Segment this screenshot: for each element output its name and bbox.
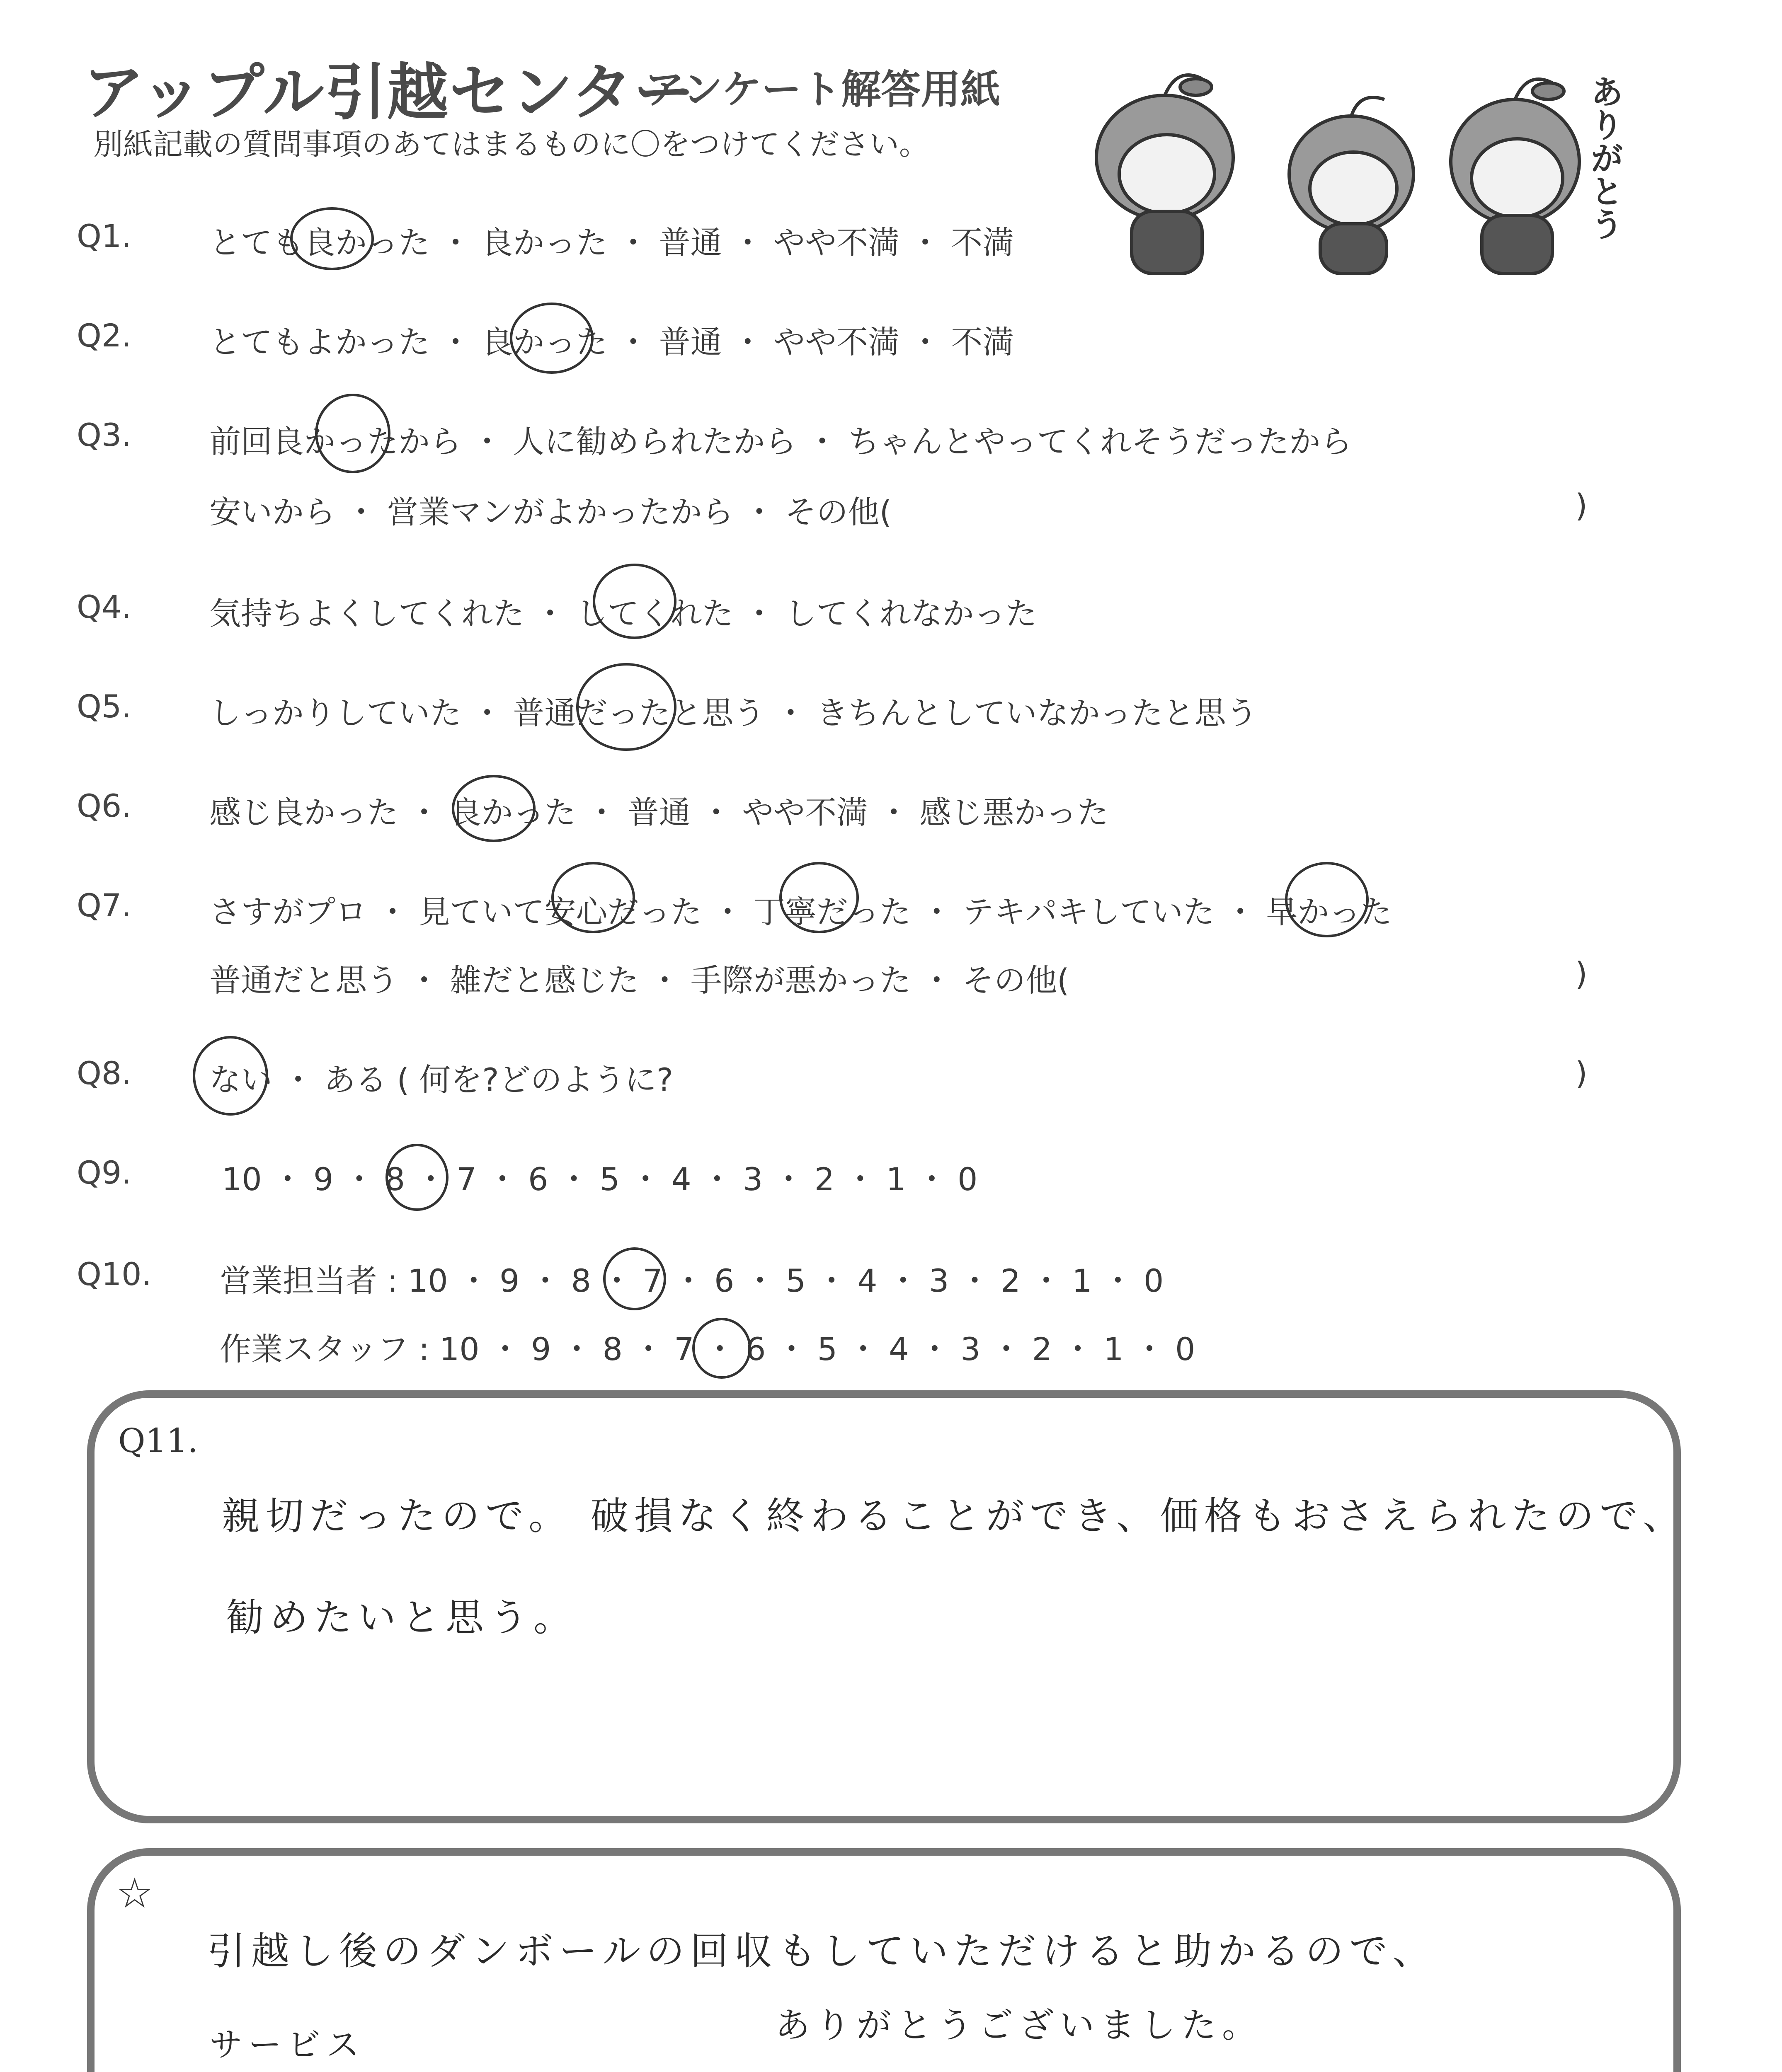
selection-circle: [510, 303, 594, 374]
question-options: 作業スタッフ : 10 ・ 9 ・ 8 ・ 7 ・ 6 ・ 5 ・ 4 ・ 3 ・ 2 ・ 1 ・ 0: [220, 1331, 1195, 1368]
page-title: アップル引越センター: [83, 57, 696, 128]
star-handwriting-line: 引越し後のダンボールの回収もしていただけると助かるので、: [207, 1929, 1437, 1973]
selection-circle: [576, 663, 676, 751]
q11-label: Q11.: [118, 1421, 198, 1460]
star-handwriting-line: ありがとうございました。: [775, 2005, 1263, 2045]
monkey-middle-icon: [1289, 97, 1413, 274]
selection-circle: [603, 1247, 666, 1310]
monkey-left-icon: [1096, 75, 1233, 274]
question-options: とても良かった ・ 良かった ・ 普通 ・ やや不満 ・ 不満: [209, 224, 1014, 261]
question-options: 安いから ・ 営業マンがよかったから ・ その他(: [209, 494, 892, 530]
question-number: Q7.: [77, 887, 132, 924]
question-number: Q2.: [77, 317, 132, 354]
closing-paren: ): [1575, 955, 1588, 992]
form-label: アンケート解答用紙: [645, 66, 1001, 113]
question-options: 10 ・ 9 ・ 8 ・ 7 ・ 6 ・ 5 ・ 4 ・ 3 ・ 2 ・ 1 ・ 0: [222, 1161, 978, 1198]
question-number: Q10.: [77, 1256, 152, 1293]
selection-circle: [779, 862, 859, 933]
selection-circle: [290, 207, 374, 270]
q11-handwriting-line: 勧めたいと思う。: [226, 1595, 578, 1640]
mascot-text: ありがとう: [1585, 75, 1624, 240]
selection-circle: [315, 394, 390, 473]
question-number: Q6.: [77, 787, 132, 824]
mascot-illustration: [1086, 50, 1650, 282]
selection-circle: [551, 862, 635, 933]
star-handwriting-line: サービス: [209, 2026, 365, 2064]
closing-paren: ): [1575, 487, 1588, 524]
question-options: 前回良かったから ・ 人に勧められたから ・ ちゃんとやってくれそうだったから: [209, 423, 1352, 460]
question-options: とてもよかった ・ 良かった ・ 普通 ・ やや不満 ・ 不満: [209, 324, 1014, 361]
question-options: ない ・ ある ( 何を?どのように?: [209, 1061, 673, 1098]
question-options: さすがプロ ・ 見ていて安心だった ・ 丁寧だった ・ テキパキしていた ・ 早かった: [209, 893, 1392, 930]
q11-handwriting-line: 親切だったので。 破損なく終わることができ、価格もおさえられたので、: [222, 1494, 1687, 1538]
question-options: しっかりしていた ・ 普通だったと思う ・ きちんとしていなかったと思う: [209, 695, 1258, 731]
question-options: 気持ちよくしてくれた ・ してくれた ・ してくれなかった: [209, 595, 1037, 632]
monkey-right-icon: [1451, 79, 1579, 274]
instruction-text: 別紙記載の質問事項のあてはまるものに〇をつけてください。: [93, 127, 929, 162]
star-icon: ☆: [116, 1869, 153, 1917]
closing-paren: ): [1575, 1055, 1588, 1092]
selection-circle: [692, 1318, 751, 1379]
selection-circle: [193, 1036, 268, 1116]
selection-circle: [593, 564, 676, 639]
selection-circle: [1285, 862, 1369, 937]
question-number: Q8.: [77, 1055, 132, 1092]
question-options: 営業担当者 : 10 ・ 9 ・ 8 ・ 7 ・ 6 ・ 5 ・ 4 ・ 3 ・ 2 ・ 1 ・ 0: [220, 1262, 1164, 1299]
question-number: Q3.: [77, 416, 132, 453]
question-options: 普通だと思う ・ 雑だと感じた ・ 手際が悪かった ・ その他(: [209, 962, 1069, 999]
question-options: 感じ良かった ・ 良かった ・ 普通 ・ やや不満 ・ 感じ悪かった: [209, 794, 1109, 831]
question-number: Q1.: [77, 218, 132, 254]
selection-circle: [452, 775, 536, 842]
question-number: Q4.: [77, 588, 132, 625]
question-number: Q9.: [77, 1154, 132, 1191]
question-number: Q5.: [77, 688, 132, 725]
selection-circle: [385, 1144, 449, 1211]
